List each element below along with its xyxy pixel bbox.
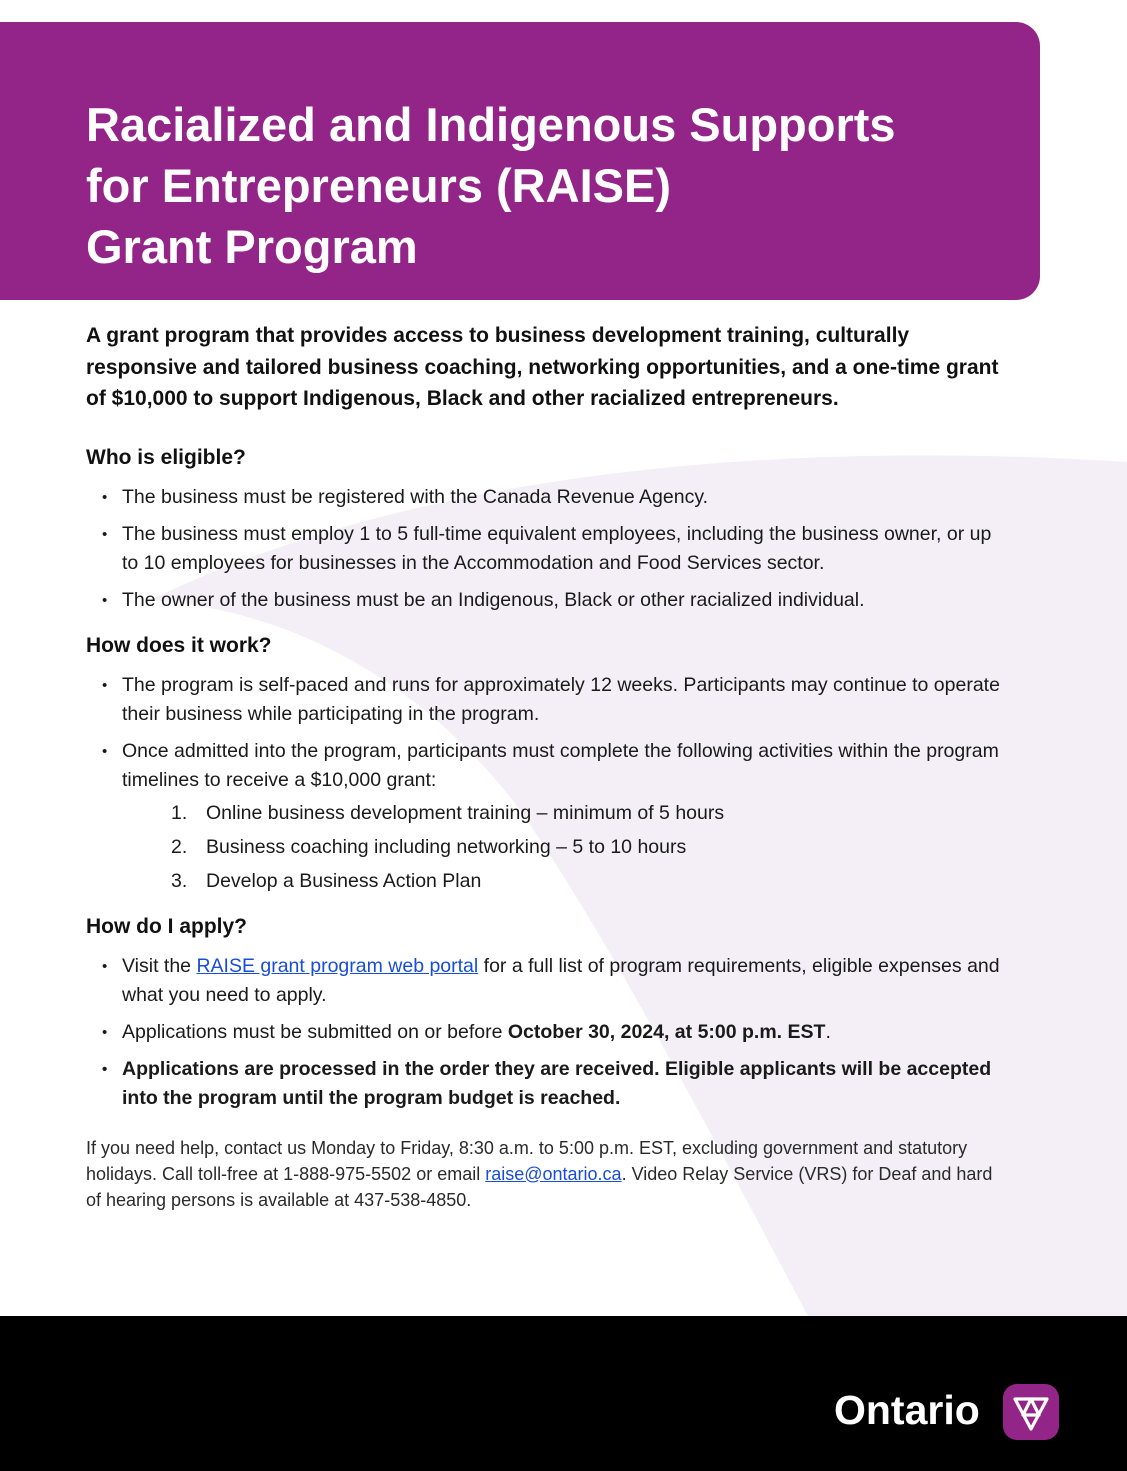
list-item-text: Once admitted into the program, participants must complete the following activities within the program timelines to receive a $10,000 grant: bbox=[122, 739, 999, 791]
step-number: 3. bbox=[171, 869, 188, 892]
list-item-text: for a full list of program requirements, eligible expenses and what you need to apply. bbox=[122, 954, 1000, 1006]
list-item: • The business must be registered with the Canada Revenue Agency. bbox=[86, 483, 1006, 512]
apply-heading: How do I apply? bbox=[86, 914, 247, 938]
list-item: • The program is self-paced and runs for approximately 12 weeks. Participants may continue to operate their business while participating in the program. bbox=[86, 671, 1006, 729]
page-title bbox=[86, 94, 896, 277]
eligibility-heading: Who is eligible? bbox=[86, 445, 246, 469]
how-it-works-list bbox=[86, 671, 1006, 896]
email-link[interactable]: raise@ontario.ca bbox=[485, 1163, 622, 1184]
title-line: for Entrepreneurs (RAISE) bbox=[86, 159, 671, 212]
footer bbox=[0, 1316, 1127, 1471]
title-line: Grant Program bbox=[86, 220, 418, 273]
step-number: 1. bbox=[171, 801, 188, 824]
step-text: Develop a Business Action Plan bbox=[206, 869, 482, 892]
list-item-text: . bbox=[825, 1020, 831, 1043]
how-it-works-heading: How does it work? bbox=[86, 633, 272, 657]
help-text: . Video Relay Service (VRS) for Deaf and hard of hearing persons is available at 437-538-4850. bbox=[86, 1163, 993, 1210]
list-item-text: Applications must be submitted on or before bbox=[122, 1020, 508, 1043]
list-item: • The business must employ 1 to 5 full-time equivalent employees, including the business owner, or up to 10 employees for businesses in the Accommodation and Food Services sector. bbox=[86, 520, 1006, 578]
apply-list bbox=[86, 952, 1006, 1113]
list-item bbox=[86, 952, 1006, 1010]
deadline-text: October 30, 2024, at 5:00 p.m. EST bbox=[507, 1020, 826, 1043]
list-item bbox=[86, 737, 1006, 896]
title-banner bbox=[0, 22, 1040, 300]
help-paragraph bbox=[86, 1135, 1006, 1213]
ontario-wordmark: Ontario bbox=[834, 1387, 980, 1433]
step-text: Business coaching including networking – 5 to 10 hours bbox=[206, 835, 687, 858]
steps-list bbox=[122, 799, 1006, 896]
step-item bbox=[122, 833, 1006, 862]
step-item bbox=[122, 867, 1006, 896]
step-number: 2. bbox=[171, 835, 188, 858]
list-item bbox=[86, 1018, 1006, 1047]
main-content bbox=[86, 320, 1006, 1231]
step-item bbox=[122, 799, 1006, 828]
list-item: • Applications are processed in the order they are received. Eligible applicants will be accepted into the program until the program budget is reached. bbox=[86, 1055, 1006, 1113]
title-line: Racialized and Indigenous Supports bbox=[86, 98, 896, 151]
list-item-text: Visit the bbox=[122, 954, 197, 977]
intro-paragraph: A grant program that provides access to business development training, culturally responsive and tailored business coaching, networking opportunities, and a one-time grant of $10,000 to support Indigenous, Black and other racialized entrepreneurs. bbox=[86, 324, 999, 410]
step-text: Online business development training – minimum of 5 hours bbox=[206, 801, 725, 824]
web-portal-link[interactable]: RAISE grant program web portal bbox=[196, 954, 479, 977]
ontario-trillium-icon bbox=[1003, 1384, 1059, 1440]
eligibility-list bbox=[86, 483, 1006, 615]
list-item: • The owner of the business must be an Indigenous, Black or other racialized individual. bbox=[86, 586, 1006, 615]
help-text: If you need help, contact us Monday to Friday, 8:30 a.m. to 5:00 p.m. EST, excluding government and statutory holidays. Call toll-free at 1-888-975-5502 or email bbox=[86, 1137, 968, 1184]
